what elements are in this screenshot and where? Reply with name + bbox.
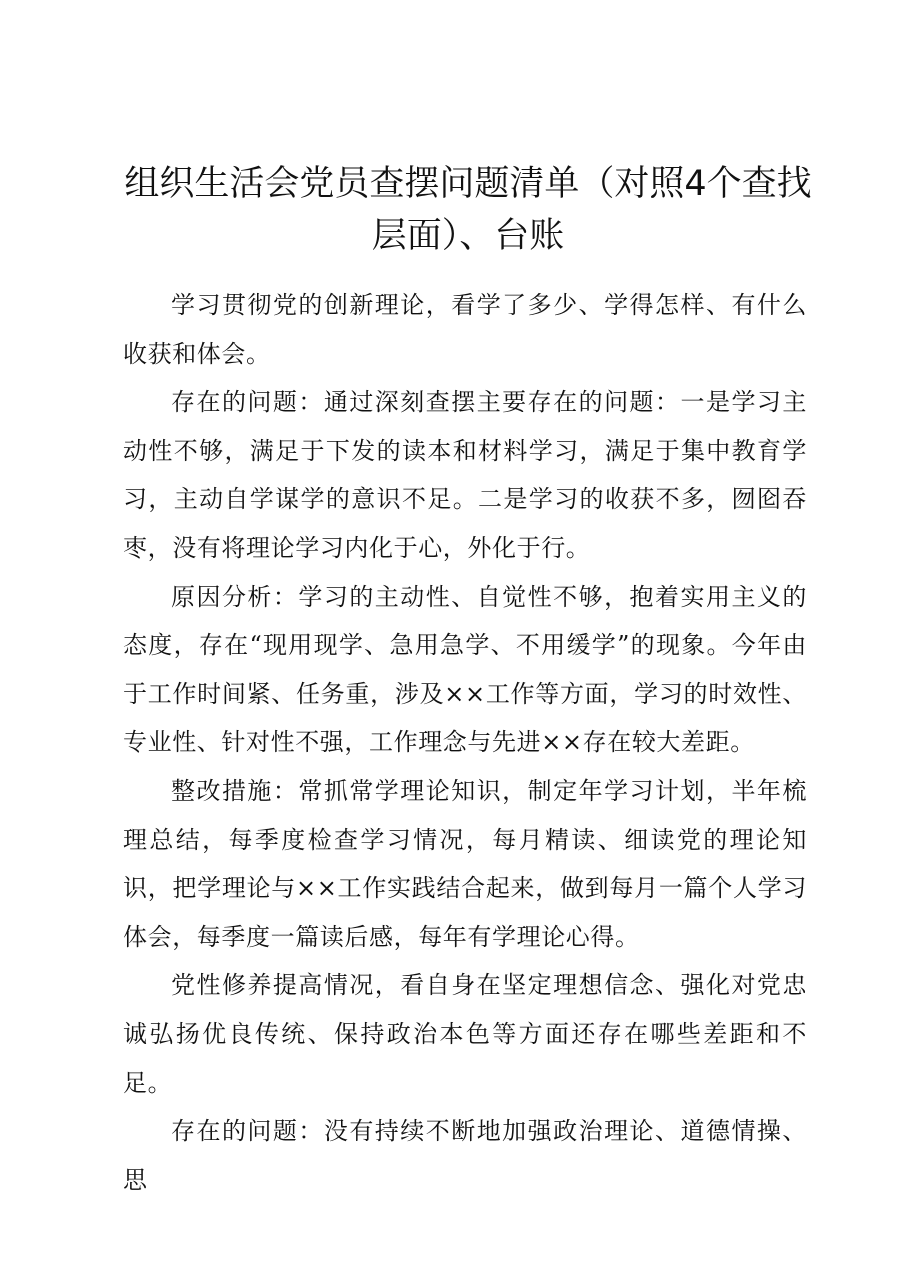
document-body [123,281,807,1204]
paragraph-study-theory: 学习贯彻党的创新理论，看学了多少、学得怎样、有什么收获和体会。 [123,291,807,368]
paragraph-study-cause-analysis: 原因分析：学习的主动性、自觉性不够，抱着实用主义的态度，存在“现用现学、急用急学、不用缓学”的现象。今年由于工作时间紧、任务重，涉及××工作等方面，学习的时效性、专业性、针对性不强，工作理念与先进××存在较大差距。 [123,582,807,757]
paragraph-study-problems: 存在的问题：通过深刻查摆主要存在的问题：一是学习主动性不够，满足于下发的读本和材料学习，满足于集中教育学习，主动自学谋学的意识不足。二是学习的收获不多，囫囵吞枣，没有将理论学习内化于心，外化于行。 [123,388,807,562]
paragraph-study-rectification: 整改措施：常抓常学理论知识，制定年学习计划，半年梳理总结，每季度检查学习情况，每月精读、细读党的理论知识，把学理论与××工作实践结合起来，做到每月一篇个人学习体会，每季度一篇读后感，每年有学理论心得。 [123,776,807,951]
document-title: 组织生活会党员查摆问题清单（对照4个查找层面）、台账 [124,164,812,256]
paragraph-party-spirit: 党性修养提高情况，看自身在坚定理想信念、强化对党忠诚弘扬优良传统、保持政治本色等方面还存在哪些差距和不足。 [123,971,807,1097]
paragraph-party-spirit-problems: 存在的问题：没有持续不断地加强政治理论、道德情操、思 [123,1117,807,1194]
